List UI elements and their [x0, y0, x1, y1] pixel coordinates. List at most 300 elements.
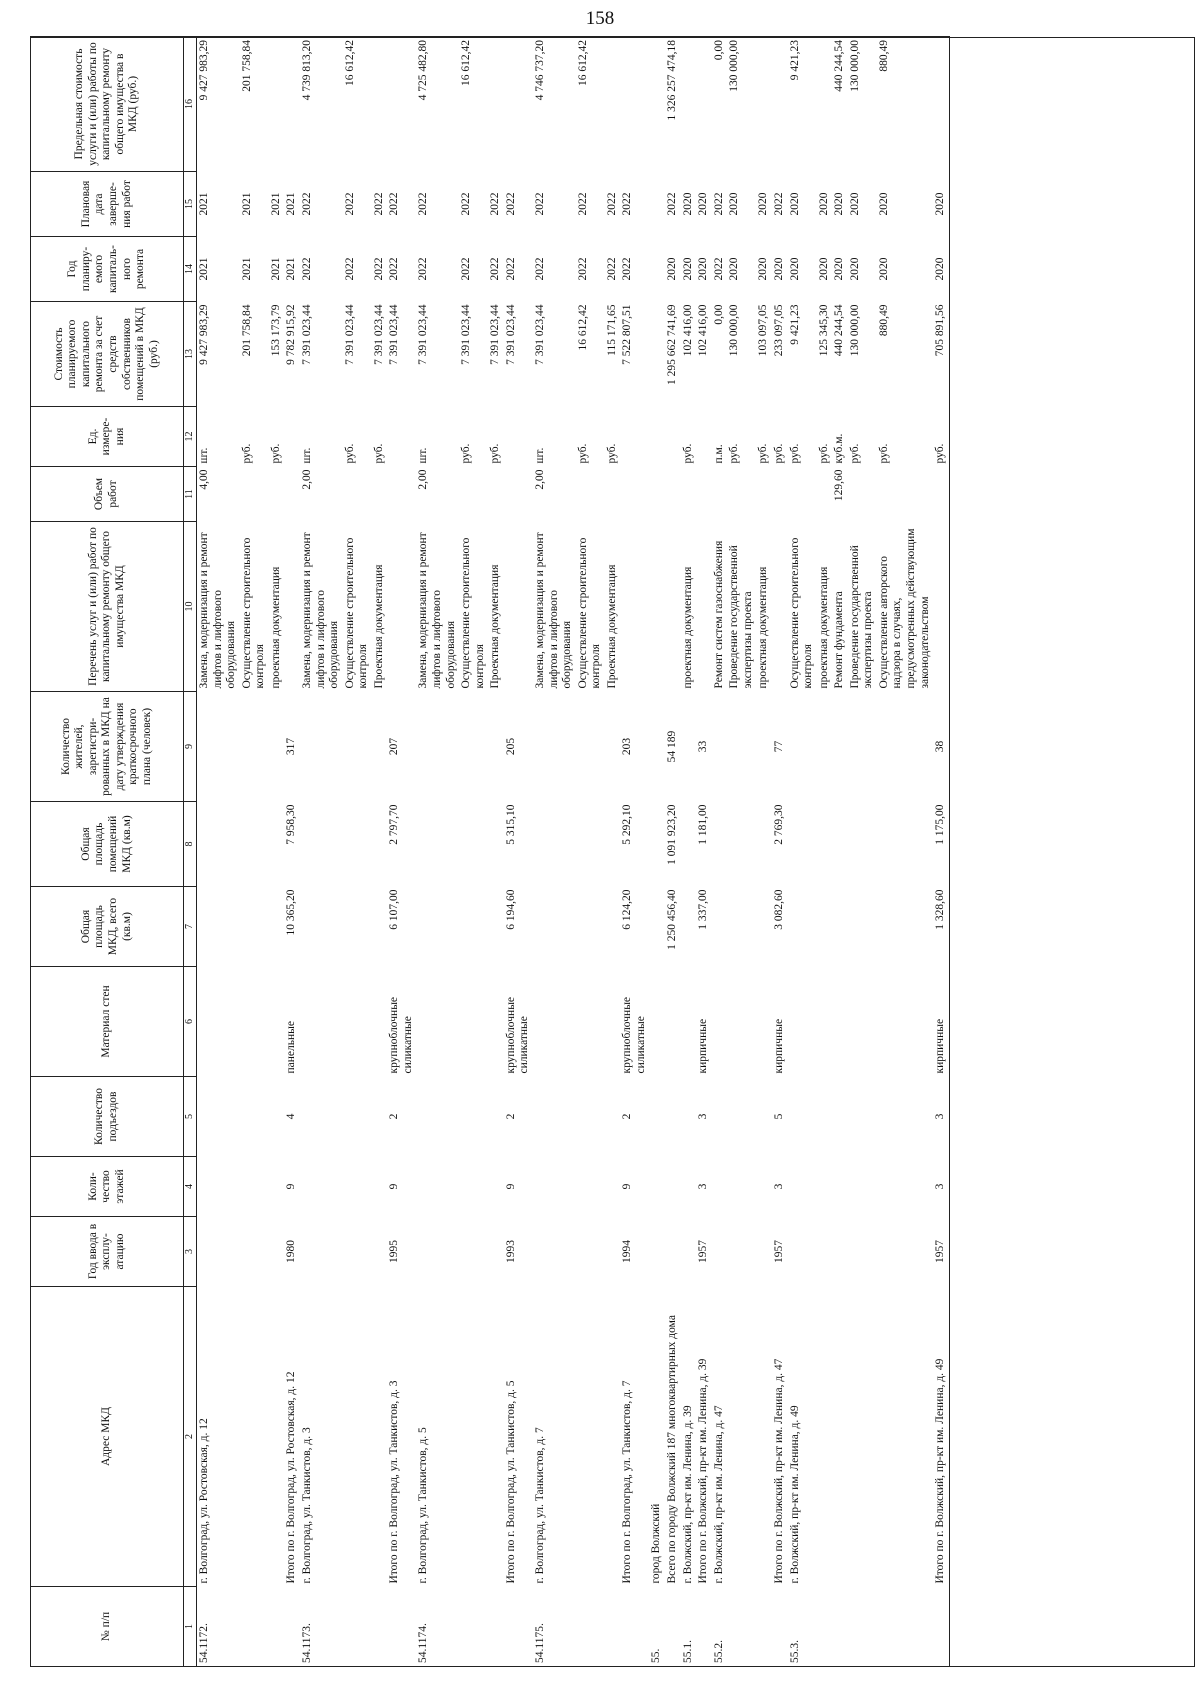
unit-cell: руб. [460, 443, 473, 464]
max-cost-cell [681, 37, 697, 172]
unit-cell: руб. [788, 443, 801, 464]
planned-cost-cell: 7 522 807,51 [621, 304, 634, 365]
entrances-cell [848, 1077, 877, 1157]
table-row [343, 37, 372, 1667]
commission-year-cell [727, 1217, 756, 1287]
premises-area-cell [533, 802, 576, 887]
work-type-cell [284, 522, 300, 692]
floors-cell [300, 1157, 343, 1217]
premises-area-cell [488, 802, 504, 887]
premises-area-cell [756, 802, 772, 887]
commission-year-cell [300, 1217, 343, 1287]
wall-material-cell: кирпичные [772, 1018, 785, 1074]
work-volume-cell [240, 467, 269, 522]
premises-area-cell [817, 802, 833, 887]
planned-cost-cell: 130 000,00 [848, 304, 861, 357]
work-type-cell: Ремонт фундамента [833, 591, 846, 689]
entrances-cell [576, 1077, 605, 1157]
premises-area-cell [416, 802, 459, 887]
residents-cell [649, 692, 665, 802]
premises-area-cell [197, 802, 240, 887]
row-number-cell [848, 1587, 877, 1667]
planned-cost-cell: 0,00 [712, 304, 725, 325]
planned-cost-cell: 7 391 023,44 [460, 304, 473, 365]
commission-year-cell [712, 1217, 728, 1287]
planned-cost-cell: 9 421,23 [788, 304, 801, 345]
header-cell: Адрес МКД [31, 1287, 184, 1587]
wall-material-cell [712, 967, 728, 1077]
column-number: 11 [184, 467, 197, 522]
completion-year-cell: 2020 [933, 172, 949, 237]
floors-cell [681, 1157, 697, 1217]
row-number-cell [817, 1587, 833, 1667]
completion-year-cell: 2021 [240, 192, 253, 216]
residents-cell [240, 692, 269, 802]
address-cell: г. Волгоград, ул. Танкистов, д. 5 [417, 1427, 430, 1584]
address-cell: Итого по г. Волгоград, ул. Танкистов, д. 3 [388, 1380, 401, 1584]
total-area-cell [269, 887, 285, 967]
wall-material-cell: панельные [285, 1021, 298, 1074]
unit-cell: руб. [576, 443, 589, 464]
residents-cell: 203 [621, 737, 634, 756]
wall-material-cell: кирпичные [697, 1018, 710, 1074]
total-area-cell [576, 887, 605, 967]
unit-cell: руб. [269, 443, 282, 464]
unit-cell: руб. [757, 443, 770, 464]
premises-area-cell [681, 802, 697, 887]
work-volume-cell: 2,00 [533, 469, 546, 490]
unit-cell [284, 407, 300, 467]
entrances-cell [681, 1077, 697, 1157]
premises-area-cell [459, 802, 488, 887]
table-row [727, 37, 756, 1667]
header-cell: Перечень услуг и (или) работ по капитальному ремонту общего имущества МКД [31, 522, 184, 692]
commission-year-cell: 1957 [933, 1217, 949, 1287]
wall-material-cell [788, 967, 817, 1077]
table-row [933, 37, 949, 1667]
residents-cell: 207 [388, 737, 401, 756]
completion-year-cell: 2020 [877, 192, 890, 216]
total-area-cell [605, 887, 621, 967]
entrances-cell [488, 1077, 504, 1157]
repair-year-cell: 2020 [666, 257, 678, 281]
header-cell: Количество подъездов [31, 1077, 184, 1157]
address-cell: Итого по г. Волгоград, ул. Танкистов, д. 7 [621, 1380, 634, 1584]
capital-repair-table [30, 36, 950, 1667]
unit-cell: руб. [848, 443, 861, 464]
floors-cell: 9 [504, 1183, 517, 1190]
work-type-cell: Проектная документация [489, 564, 502, 689]
floors-cell [848, 1157, 877, 1217]
wall-material-cell [727, 967, 756, 1077]
row-number-cell [372, 1587, 388, 1667]
completion-year-cell: 2022 [343, 192, 356, 216]
work-type-cell: Проектная документация [605, 564, 618, 689]
residents-cell [817, 692, 833, 802]
floors-cell [605, 1157, 621, 1217]
residents-cell: 54 189 [666, 730, 678, 763]
entrances-cell [649, 1077, 665, 1157]
work-volume-cell [681, 467, 697, 522]
residents-cell [877, 692, 933, 802]
max-cost-cell: 1 326 257 474,18 [665, 37, 681, 172]
unit-cell [665, 407, 681, 467]
table-row [269, 37, 285, 1667]
repair-year-cell: 2022 [605, 257, 618, 281]
total-area-cell [343, 887, 372, 967]
max-cost-cell [284, 37, 300, 172]
work-volume-cell [284, 467, 300, 522]
completion-year-cell: 2022 [533, 192, 546, 216]
commission-year-cell [533, 1217, 576, 1287]
header-cell: Объем работ [31, 467, 184, 522]
table-row [284, 37, 300, 1667]
row-number-cell: 54.1175. [533, 1587, 576, 1667]
address-cell: Итого по г. Волгоград, ул. Ростовская, д. 12 [285, 1371, 298, 1584]
commission-year-cell [197, 1217, 240, 1287]
entrances-cell [817, 1077, 833, 1157]
address-cell: Итого по г. Волжский, пр-кт им. Ленина, д. 47 [772, 1358, 785, 1584]
wall-material-cell [877, 967, 933, 1077]
residents-cell [681, 692, 697, 802]
address-cell [343, 1287, 372, 1587]
wall-material-cell [269, 967, 285, 1077]
planned-cost-cell: 16 612,42 [576, 304, 589, 351]
commission-year-cell [372, 1217, 388, 1287]
work-volume-cell [712, 467, 728, 522]
unit-cell: руб. [240, 443, 253, 464]
max-cost-cell: 440 244,54 [832, 37, 848, 172]
commission-year-cell: 1994 [621, 1240, 634, 1263]
repair-year-cell: 2022 [417, 257, 430, 281]
commission-year-cell [817, 1217, 833, 1287]
premises-area-cell [300, 802, 343, 887]
completion-year-cell: 2021 [198, 192, 210, 216]
work-type-cell: проектная документация [681, 566, 694, 689]
max-cost-cell: 880,49 [877, 37, 933, 172]
column-number: 7 [184, 887, 197, 967]
planned-cost-cell: 115 171,65 [605, 304, 618, 356]
entrances-cell [343, 1077, 372, 1157]
completion-year-cell: 2020 [697, 192, 710, 216]
wall-material-cell: крупноблочные силикатные [504, 996, 531, 1074]
work-volume-cell [817, 467, 833, 522]
floors-cell [788, 1157, 817, 1217]
row-number-cell [620, 1587, 649, 1667]
repair-year-cell: 2022 [343, 257, 356, 281]
total-area-cell [681, 887, 697, 967]
work-type-cell: Осуществление строительного контроля [240, 537, 267, 689]
premises-area-cell: 5 315,10 [504, 804, 517, 845]
max-cost-cell [756, 37, 772, 172]
completion-year-cell [649, 172, 665, 237]
column-number: 15 [184, 172, 197, 237]
wall-material-cell: кирпичные [933, 967, 949, 1077]
table-row [817, 37, 833, 1667]
total-area-cell [416, 887, 459, 967]
repair-year-cell [649, 237, 665, 302]
unit-cell [649, 407, 665, 467]
header-cell: Коли-чество этажей [31, 1157, 184, 1217]
header-cell: Общая площадь помещений МКД (кв.м) [31, 802, 184, 887]
address-cell [848, 1287, 877, 1587]
premises-area-cell [576, 802, 605, 887]
page-number: 158 [585, 8, 615, 29]
repair-year-cell: 2020 [772, 257, 785, 281]
table-row [620, 37, 649, 1667]
address-cell [459, 1287, 488, 1587]
residents-cell: 317 [285, 737, 298, 756]
commission-year-cell [459, 1217, 488, 1287]
row-number-cell [877, 1587, 933, 1667]
commission-year-cell: 1980 [285, 1240, 298, 1263]
max-cost-cell [620, 37, 649, 172]
residents-cell: 38 [933, 692, 949, 802]
work-volume-cell [933, 467, 949, 522]
planned-cost-cell: 102 416,00 [697, 304, 710, 357]
floors-cell [197, 1157, 240, 1217]
residents-cell [459, 692, 488, 802]
address-cell [576, 1287, 605, 1587]
unit-cell: руб. [772, 443, 785, 464]
work-volume-cell [848, 467, 877, 522]
planned-cost-cell: 7 391 023,44 [388, 304, 401, 365]
repair-year-cell: 2022 [300, 257, 313, 281]
commission-year-cell [605, 1217, 621, 1287]
address-cell: Итого по г. Волжский, пр-кт им. Ленина, д. 49 [933, 1287, 949, 1587]
work-type-cell: Замена, модернизация и ремонт лифтов и лифтового оборудования [533, 532, 574, 689]
entrances-cell: 4 [285, 1113, 298, 1120]
work-type-cell [387, 522, 416, 692]
premises-area-cell: 2 769,30 [772, 804, 785, 845]
entrances-cell [300, 1077, 343, 1157]
residents-cell: 205 [504, 737, 517, 756]
entrances-cell: 2 [504, 1113, 517, 1120]
floors-cell [343, 1157, 372, 1217]
table-row [788, 37, 817, 1667]
entrances-cell [832, 1077, 848, 1157]
column-number: 13 [184, 302, 197, 407]
floors-cell [488, 1157, 504, 1217]
work-volume-cell [576, 467, 605, 522]
floors-cell [817, 1157, 833, 1217]
commission-year-cell [788, 1217, 817, 1287]
wall-material-cell [533, 967, 576, 1077]
floors-cell [372, 1157, 388, 1217]
unit-cell: руб. [877, 443, 890, 464]
wall-material-cell [649, 967, 665, 1077]
wall-material-cell [372, 967, 388, 1077]
residents-cell: 77 [772, 740, 785, 753]
table-row [533, 37, 576, 1667]
unit-cell: руб. [728, 443, 741, 464]
max-cost-cell [488, 37, 504, 172]
wall-material-cell [197, 967, 240, 1077]
address-cell: Итого по г. Волгоград, ул. Танкистов, д. 5 [504, 1380, 517, 1584]
column-number: 2 [184, 1287, 197, 1587]
row-number-cell [576, 1587, 605, 1667]
work-type-cell: проектная документация [269, 566, 282, 689]
repair-year-cell: 2022 [504, 257, 517, 281]
unit-cell: руб. [343, 443, 356, 464]
repair-year-cell: 2021 [285, 257, 298, 281]
planned-cost-cell: 880,49 [877, 304, 890, 337]
work-type-cell [933, 522, 949, 692]
planned-cost-cell: 7 391 023,44 [504, 304, 517, 365]
unit-cell [696, 407, 712, 467]
floors-cell [665, 1157, 681, 1217]
address-cell [372, 1287, 388, 1587]
planned-cost-cell: 125 345,30 [817, 304, 830, 357]
work-volume-cell [605, 467, 621, 522]
planned-cost-cell: 440 244,54 [833, 304, 846, 357]
column-number-row [184, 37, 197, 1667]
max-cost-cell: 0,00 [712, 37, 728, 172]
table-row [197, 37, 240, 1667]
header-cell: Материал стен [31, 967, 184, 1077]
planned-cost-cell: 153 173,79 [269, 304, 282, 357]
total-area-cell: 10 365,20 [285, 889, 298, 936]
row-number-cell [933, 1587, 949, 1667]
address-cell: г. Волжский, пр-кт им. Ленина, д. 49 [788, 1405, 801, 1584]
planned-cost-cell: 7 391 023,44 [343, 304, 356, 365]
table-row [712, 37, 728, 1667]
unit-cell: руб. [817, 443, 830, 464]
table-row [681, 37, 697, 1667]
repair-year-cell: 2020 [833, 257, 846, 281]
repair-year-cell: 2022 [712, 257, 725, 281]
repair-year-cell: 2021 [198, 257, 210, 281]
row-number-cell [665, 1587, 681, 1667]
commission-year-cell [269, 1217, 285, 1287]
residents-cell [416, 692, 459, 802]
max-cost-cell [696, 37, 712, 172]
header-cell: Плановая дата заверше-ния работ [31, 172, 184, 237]
premises-area-cell: 7 958,30 [285, 804, 298, 845]
planned-cost-cell: 1 295 662 741,69 [666, 304, 678, 385]
address-cell [727, 1287, 756, 1587]
planned-cost-cell: 705 891,56 [933, 302, 949, 407]
wall-material-cell [681, 967, 697, 1077]
row-number-cell [240, 1587, 269, 1667]
table-row [576, 37, 605, 1667]
entrances-cell [533, 1077, 576, 1157]
commission-year-cell [877, 1217, 933, 1287]
floors-cell [416, 1157, 459, 1217]
premises-area-cell: 5 292,10 [621, 804, 634, 845]
wall-material-cell: крупноблочные силикатные [388, 996, 414, 1074]
completion-year-cell: 2020 [817, 192, 830, 216]
header-cell: № п/п [31, 1587, 184, 1667]
wall-material-cell [605, 967, 621, 1077]
floors-cell: 3 [933, 1157, 949, 1217]
total-area-cell [712, 887, 728, 967]
wall-material-cell: крупноблочные силикатные [621, 996, 647, 1074]
row-number-cell [756, 1587, 772, 1667]
planned-cost-cell: 7 391 023,44 [533, 304, 546, 365]
floors-cell: 3 [772, 1183, 785, 1190]
total-area-cell [877, 887, 933, 967]
floors-cell: 3 [697, 1183, 710, 1190]
total-area-cell: 1 250 456,40 [666, 889, 678, 950]
commission-year-cell: 1995 [388, 1240, 401, 1263]
completion-year-cell: 2022 [372, 192, 385, 216]
planned-cost-cell: 201 758,84 [240, 304, 253, 357]
max-cost-cell: 130 000,00 [848, 37, 877, 172]
total-area-cell [788, 887, 817, 967]
unit-cell: руб. [605, 443, 618, 464]
max-cost-cell: 9 421,23 [788, 37, 817, 172]
entrances-cell: 3 [933, 1077, 949, 1157]
commission-year-cell [756, 1217, 772, 1287]
residents-cell [848, 692, 877, 802]
floors-cell: 9 [388, 1183, 401, 1190]
repair-year-cell: 2021 [269, 257, 282, 281]
total-area-cell [649, 887, 665, 967]
column-number: 10 [184, 522, 197, 692]
wall-material-cell [665, 967, 681, 1077]
table-row [416, 37, 459, 1667]
row-number-cell [284, 1587, 300, 1667]
address-cell [269, 1287, 285, 1587]
repair-year-cell: 2021 [240, 257, 253, 281]
table-row [832, 37, 848, 1667]
address-cell: город Волжский [650, 1503, 663, 1584]
row-number-cell: 54.1173. [300, 1587, 343, 1667]
unit-cell: п.м. [712, 444, 725, 464]
max-cost-cell: 4 746 737,20 [533, 37, 576, 172]
premises-area-cell [877, 802, 933, 887]
completion-year-cell: 2022 [605, 192, 618, 216]
row-number-cell [269, 1587, 285, 1667]
work-type-cell: Замена, модернизация и ремонт лифтов и лифтового оборудования [300, 532, 341, 689]
table-row [877, 37, 933, 1667]
entrances-cell [877, 1077, 933, 1157]
residents-cell [756, 692, 772, 802]
max-cost-cell [649, 37, 665, 172]
wall-material-cell [459, 967, 488, 1077]
completion-year-cell: 2022 [504, 192, 517, 216]
entrances-cell [240, 1077, 269, 1157]
max-cost-cell [269, 37, 285, 172]
wall-material-cell [756, 967, 772, 1077]
unit-cell: куб.м. [833, 433, 846, 464]
max-cost-cell [387, 37, 416, 172]
repair-year-cell: 2022 [388, 257, 401, 281]
column-number: 5 [184, 1077, 197, 1157]
table-row [504, 37, 533, 1667]
work-type-cell: Осуществление строительного контроля [788, 537, 815, 689]
work-type-cell [504, 522, 533, 692]
unit-cell [504, 407, 533, 467]
total-area-cell [240, 887, 269, 967]
work-volume-cell [387, 467, 416, 522]
work-volume-cell [459, 467, 488, 522]
planned-cost-cell: 7 391 023,44 [372, 304, 385, 365]
row-number-cell [488, 1587, 504, 1667]
work-volume-cell [788, 467, 817, 522]
address-cell [488, 1287, 504, 1587]
floors-cell [459, 1157, 488, 1217]
premises-area-cell: 2 797,70 [388, 804, 401, 845]
work-type-cell: Замена, модернизация и ремонт лифтов и лифтового оборудования [417, 532, 457, 689]
commission-year-cell: 1957 [697, 1240, 710, 1263]
residents-cell [269, 692, 285, 802]
work-volume-cell [488, 467, 504, 522]
table-row [300, 37, 343, 1667]
repair-year-cell: 2020 [681, 257, 694, 281]
premises-area-cell [712, 802, 728, 887]
